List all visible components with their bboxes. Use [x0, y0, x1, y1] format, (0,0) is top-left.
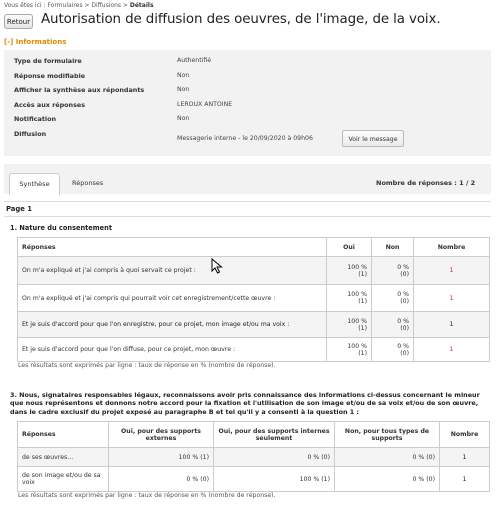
page-title: Autorisation de diffusion des oeuvres, de l'image, de la voix.	[41, 12, 441, 27]
question-3-title: 3. Nous, signataires responsables légaux, reconnaissons avoir pris connaissance des informations ci-dessus concernant le mineur que nous représentons et donnons notre accord pour la fixation et l'utilisation de son image et/ou de sa voix et/ou de son œuvre, dans le cadre exclusif du projet exposé au paragraphe B et tel qu'il y a consenti à la question 1 :	[10, 391, 480, 416]
breadcrumb-current: Détails	[129, 2, 154, 9]
breadcrumb	[4, 2, 154, 9]
cell-non: 0 % (0)	[372, 285, 414, 312]
cell-nombre[interactable]: 1	[414, 312, 490, 338]
table-row	[18, 448, 490, 467]
cell-oui: 100 % (1)	[327, 338, 372, 362]
cell-externes: 100 % (1)	[109, 448, 214, 467]
col-header-non: Non	[372, 238, 414, 257]
breadcrumb-separator: >	[122, 2, 128, 9]
results-note: Les résultats sont exprimés par ligne : taux de réponse en % (nombre de réponse).	[18, 362, 276, 369]
info-label-synthese: Afficher la synthèse aux répondants	[14, 86, 145, 94]
row-text: On m'a expliqué et j'ai compris qui pourrait voir cet enregistrement/cette œuvre :	[18, 285, 327, 312]
col-header-nombre: Nombre	[414, 238, 490, 257]
table-row	[18, 312, 490, 338]
info-label-type: Type de formulaire	[14, 57, 82, 65]
cell-nombre[interactable]: 1	[414, 257, 490, 285]
table-row	[18, 257, 490, 285]
col-header-externes: Oui, pour des supports externes	[109, 422, 214, 448]
table-row	[18, 338, 490, 362]
col-header-reponses: Réponses	[18, 238, 327, 257]
tab-synthese[interactable]: Synthèse	[9, 173, 60, 195]
info-label-diffusion: Diffusion	[14, 130, 47, 138]
breadcrumb-separator: >	[84, 2, 90, 9]
info-label-notification: Notification	[14, 115, 57, 123]
page-label: Page 1	[6, 205, 32, 213]
row-text: de son image et/ou de sa voix	[18, 467, 109, 492]
row-text: On m'a expliqué et j'ai compris à quoi servait ce projet :	[18, 257, 327, 285]
cell-oui: 100 % (1)	[327, 312, 372, 338]
info-value-diffusion: Messagerie interne - le 20/09/2020 à 09h06	[177, 135, 313, 142]
cell-oui: 100 % (1)	[327, 257, 372, 285]
row-text: Et je suis d'accord pour que l'on enregistre, pour ce projet, mon image et/ou ma voix :	[18, 312, 327, 338]
table-row	[18, 467, 490, 492]
info-section-title: Informations	[15, 38, 67, 46]
cell-non: 0 % (0)	[335, 448, 440, 467]
cell-oui: 100 % (1)	[327, 285, 372, 312]
col-header-internes: Oui, pour des supports internes seulement	[214, 422, 335, 448]
col-header-non: Non, pour tous types de supports	[335, 422, 440, 448]
info-label-acces: Accès aux réponses	[14, 101, 86, 109]
response-count: Nombre de réponses : 1 / 2	[376, 179, 476, 187]
col-header-reponses: Réponses	[18, 422, 109, 448]
col-header-oui: Oui	[327, 238, 372, 257]
breadcrumb-prefix: Vous êtes ici :	[4, 2, 46, 9]
info-section-header[interactable]	[4, 38, 66, 46]
info-value-type: Authentifié	[177, 57, 212, 64]
row-text: Et je suis d'accord pour que l'on diffuse, pour ce projet, mon œuvre :	[18, 338, 327, 362]
question-1-title: 1. Nature du consentement	[10, 224, 112, 232]
info-value-synthese: Non	[177, 86, 190, 93]
back-button[interactable]: Retour	[4, 14, 33, 29]
cell-non: 0 % (0)	[372, 312, 414, 338]
cell-nombre[interactable]: 1	[440, 448, 490, 467]
divider	[4, 216, 491, 217]
info-label-modifiable: Réponse modifiable	[14, 72, 86, 80]
breadcrumb-link-diffusions[interactable]: Diffusions	[91, 2, 121, 9]
cell-non: 0 % (0)	[335, 467, 440, 492]
cell-externes: 0 % (0)	[109, 467, 214, 492]
cell-nombre[interactable]: 1	[414, 285, 490, 312]
cell-nombre[interactable]: 1	[440, 467, 490, 492]
cell-internes: 100 % (1)	[214, 467, 335, 492]
mouse-cursor-icon	[211, 258, 223, 274]
info-value-notification: Non	[177, 115, 190, 122]
question-3-table	[17, 421, 490, 492]
info-value-modifiable: Non	[177, 72, 190, 79]
cell-non: 0 % (0)	[372, 257, 414, 285]
tab-reponses[interactable]: Réponses	[72, 179, 104, 187]
col-header-nombre: Nombre	[440, 422, 490, 448]
view-message-button[interactable]: Voir le message	[342, 130, 404, 147]
cell-internes: 0 % (0)	[214, 448, 335, 467]
question-1-table	[17, 237, 490, 362]
breadcrumb-link-formulaires[interactable]: Formulaires	[47, 2, 83, 9]
row-text: de ses œuvres...	[18, 448, 109, 467]
cell-nombre[interactable]: 1	[414, 338, 490, 362]
info-value-acces: LEROUX ANTOINE	[177, 101, 233, 108]
divider	[4, 201, 491, 202]
collapse-toggle-icon[interactable]: [-]	[4, 38, 14, 46]
table-row	[18, 285, 490, 312]
cell-non: 0 % (0)	[372, 338, 414, 362]
results-note: Les résultats sont exprimés par ligne : taux de réponse en % (nombre de réponse).	[18, 492, 276, 499]
